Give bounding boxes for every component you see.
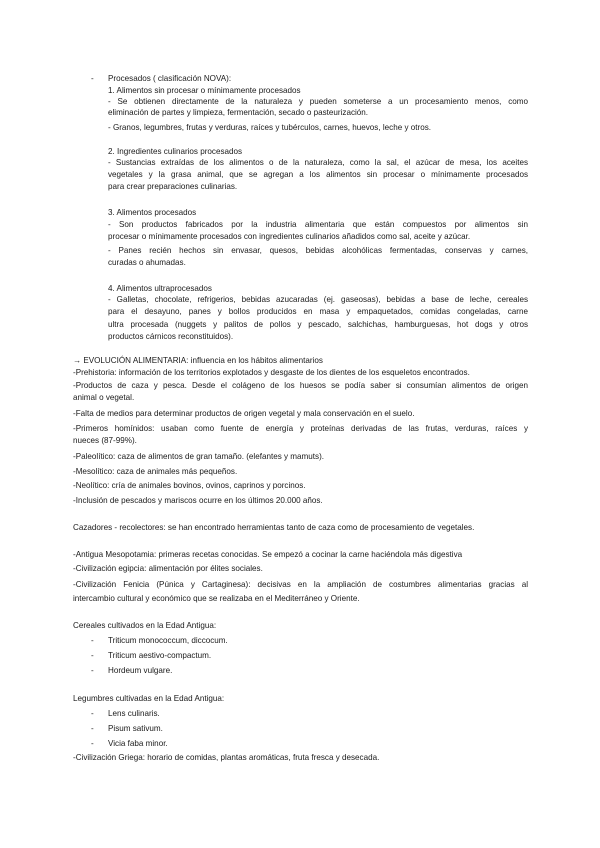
text-line: - Se obtienen directamente de la naturaleza y pueden someterse a un procesamiento menos, como: [108, 97, 528, 106]
list-bullet: -: [91, 739, 94, 748]
list-bullet: -: [91, 651, 94, 660]
text-line: - Son productos fabricados por la industria alimentaria que están compuestos por alimentos sin: [108, 220, 528, 229]
text-line: -Mesolítico: caza de animales más pequeños.: [73, 467, 238, 476]
list-heading-legumbres: Legumbres cultivadas en la Edad Antigua:: [73, 694, 225, 703]
text-line: -Falta de medios para determinar productos de origen vegetal y mala conservación en el suelo.: [73, 409, 415, 418]
text-line: para crear preparaciones culinarias.: [108, 182, 238, 191]
section-heading-evolucion: → EVOLUCIÓN ALIMENTARIA: influencia en los hábitos alimentarios: [73, 356, 323, 365]
list-bullet: -: [91, 724, 94, 733]
subheading-1: 1. Alimentos sin procesar o mínimamente procesados: [108, 86, 301, 95]
subheading-4: 4. Alimentos ultraprocesados: [108, 284, 212, 293]
text-line: Cazadores - recolectores: se han encontrado herramientas tanto de caza como de procesamiento de vegetales.: [73, 523, 475, 532]
text-line: curadas o ahumadas.: [108, 258, 186, 267]
text-line: - Sustancias extraídas de los alimentos o de la naturaleza, como la sal, el azúcar de mesa, los aceites: [108, 158, 528, 167]
text-line: nueces (87-99%).: [73, 436, 137, 445]
text-line: -Civilización Griega: horario de comidas, plantas aromáticas, fruta fresca y desecada.: [73, 753, 380, 762]
text-line: animal o vegetal.: [73, 393, 135, 402]
text-line: -Neolítico: cría de animales bovinos, ovinos, caprinos y porcinos.: [73, 481, 306, 490]
text-line: intercambio cultural y económico que se realizaba en el Mediterráneo y Oriente.: [73, 594, 360, 603]
list-bullet: -: [91, 636, 94, 645]
list-bullet: -: [91, 74, 94, 83]
text-line: ultra procesada (nuggets y palitos de pollos y pescado, salchichas, hamburguesas, hot dogs y otros: [108, 320, 528, 329]
list-bullet: -: [91, 666, 94, 675]
text-line: -Inclusión de pescados y mariscos ocurre en los últimos 20.000 años.: [73, 496, 323, 505]
list-item: Triticum monococcum, diccocum.: [108, 636, 228, 645]
text-line: -Productos de caza y pesca. Desde el colágeno de los huesos se podía saber si consumían alimentos de origen: [73, 381, 528, 390]
text-line: - Panes recién hechos sin envasar, quesos, bebidas alcohólicas fermentadas, conservas y carnes,: [108, 246, 528, 255]
list-item: Hordeum vulgare.: [108, 666, 173, 675]
text-line: productos cárnicos reconstituidos).: [108, 332, 234, 341]
text-line: - Galletas, chocolate, refrigerios, bebidas azucaradas (ej. gaseosas), bebidas a base de leche, cereales: [108, 295, 528, 304]
text-line: - Granos, legumbres, frutas y verduras, raíces y tubérculos, carnes, huevos, leche y otros.: [108, 123, 431, 132]
subheading-2: 2. Ingredientes culinarios procesados: [108, 147, 243, 156]
text-line: -Prehistoria: información de los territorios explotados y desgaste de los dientes de los esqueletos encontrados.: [73, 368, 470, 377]
list-bullet: -: [91, 709, 94, 718]
text-line: -Civilización egipcia: alimentación por élites sociales.: [73, 564, 263, 573]
section-heading-procesados: Procesados ( clasificación NOVA):: [108, 74, 232, 83]
text-line: vegetales y la grasa animal, que se agregan a los alimentos sin procesar o mínimamente procesados: [108, 170, 528, 179]
list-item: Lens culinaris.: [108, 709, 160, 718]
subheading-3: 3. Alimentos procesados: [108, 208, 197, 217]
list-item: Pisum sativum.: [108, 724, 163, 733]
text-line: procesar o mínimamente procesados con ingredientes culinarios añadidos como sal, aceite y azúcar.: [108, 232, 471, 241]
text-line: para el desayuno, panes y bollos producidos en masa y empaquetados, comidas congeladas, carne: [108, 307, 528, 316]
text-line: -Antigua Mesopotamia: primeras recetas conocidas. Se empezó a cocinar la carne haciéndola más digestiva: [73, 550, 463, 559]
list-heading-cereales: Cereales cultivados en la Edad Antigua:: [73, 621, 217, 630]
text-line: -Primeros homínidos: usaban como fuente de energía y proteínas derivadas de las frutas, verduras, raíces y: [73, 424, 528, 433]
text-line: -Civilización Fenicia (Púnica y Cartaginesa): decisivas en la ampliación de costumbres alimentarias gracias al: [73, 580, 528, 589]
text-line: -Paleolítico: caza de alimentos de gran tamaño. (elefantes y mamuts).: [73, 452, 325, 461]
text-line: eliminación de partes y limpieza, fermentación, secado o pasteurización.: [108, 108, 369, 117]
list-item: Vicia faba minor.: [108, 739, 168, 748]
list-item: Triticum aestivo-compactum.: [108, 651, 212, 660]
